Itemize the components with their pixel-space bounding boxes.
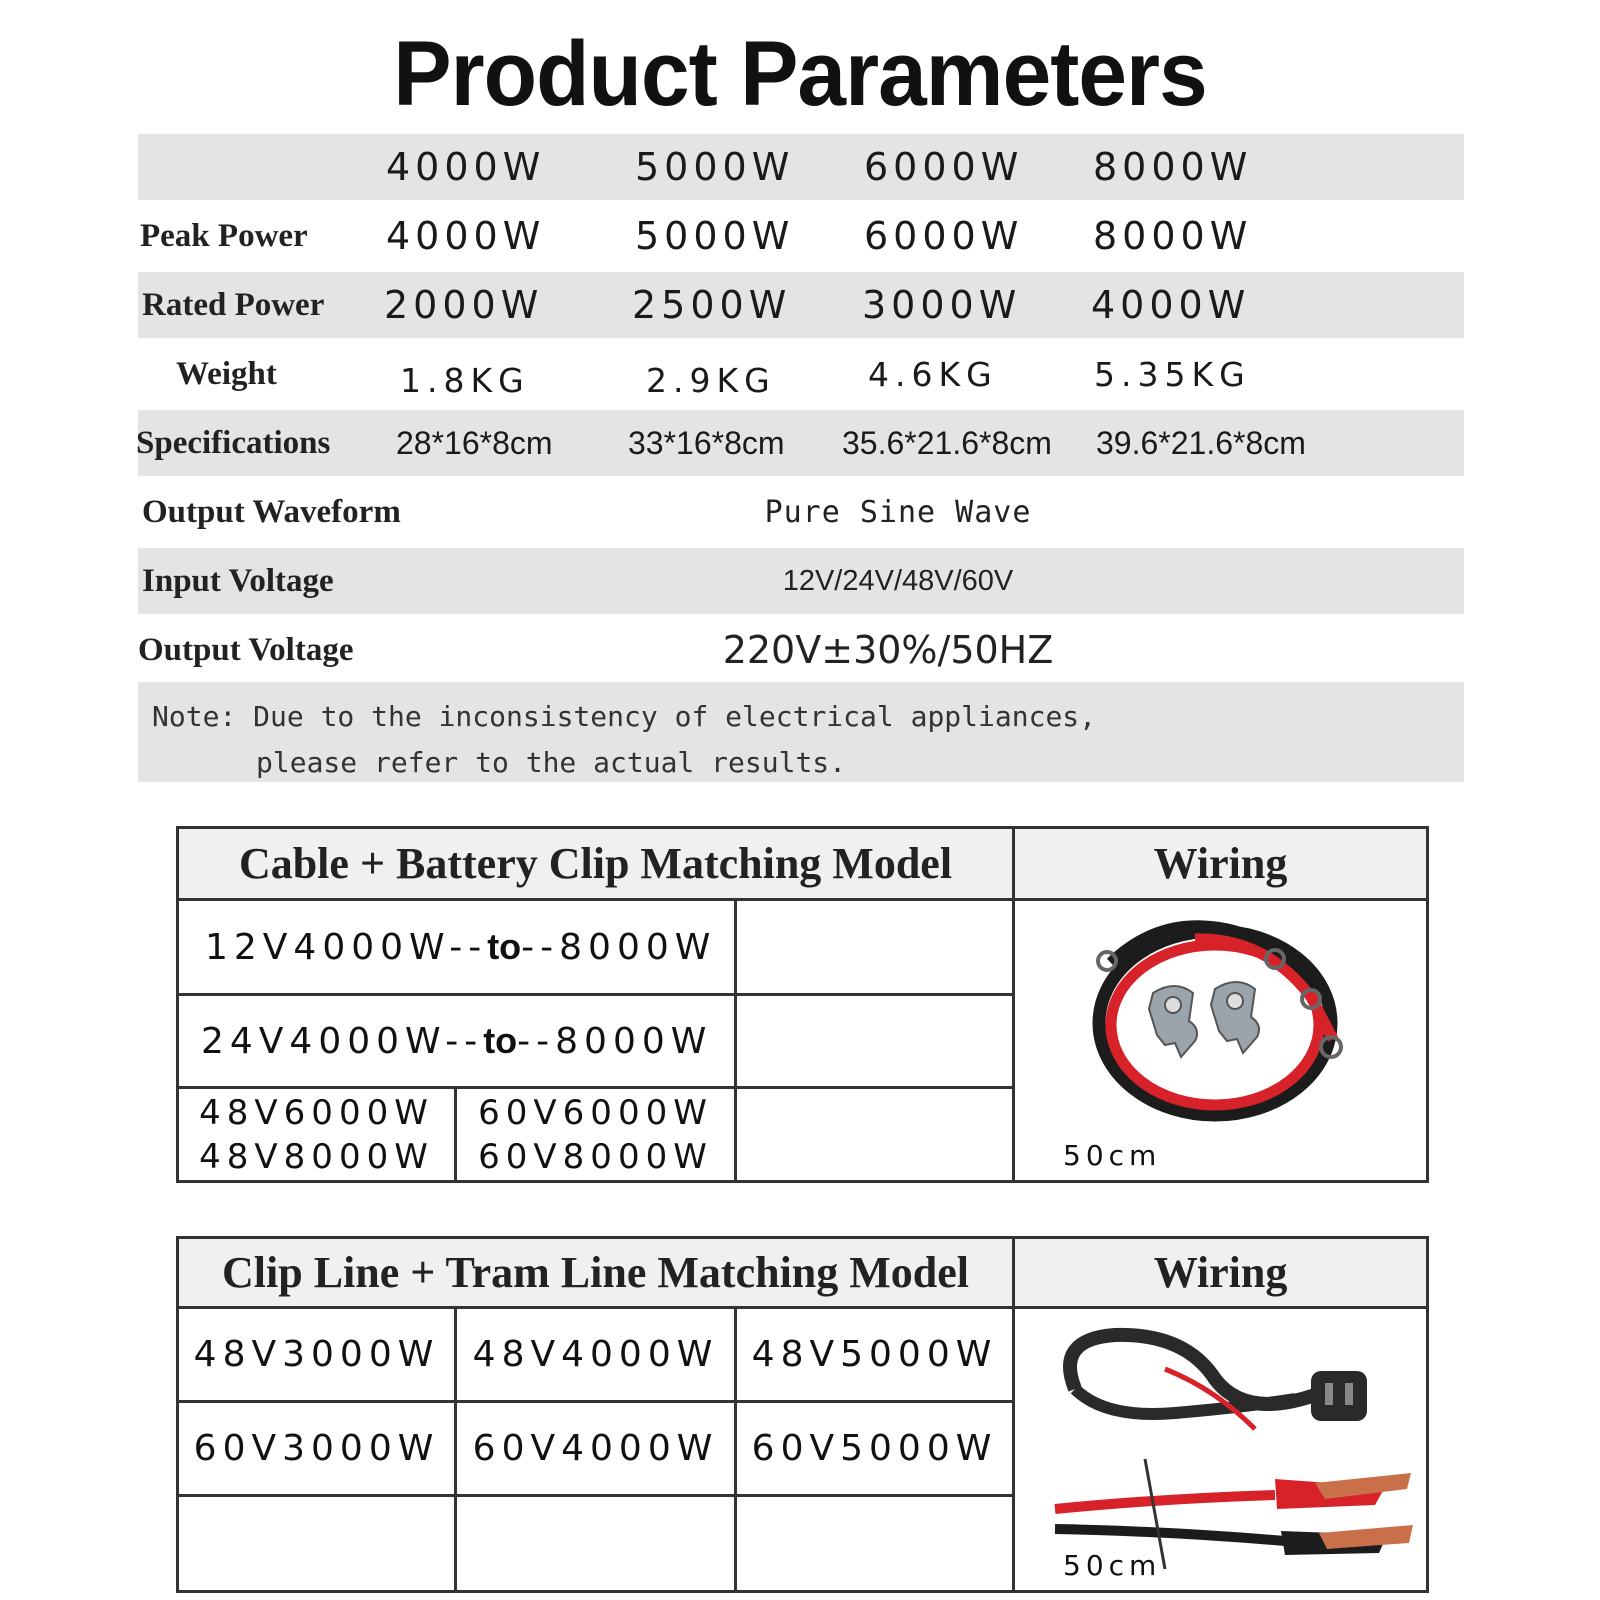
clip-line-table xyxy=(176,1236,1429,1593)
clip-line-wiring-cell xyxy=(1014,1308,1428,1592)
output-waveform-value: Pure Sine Wave xyxy=(764,494,1032,530)
model-cell: 48V6000W 48V8000W xyxy=(178,1088,456,1182)
model-cell: 48V5000W xyxy=(736,1308,1014,1402)
input-voltage-row xyxy=(138,548,1464,614)
peak-power-value: 4000W xyxy=(386,214,546,258)
weight-value: 5.35KG xyxy=(1094,354,1251,394)
peak-power-value: 8000W xyxy=(1093,214,1253,258)
specifications-label: Specifications xyxy=(136,424,331,461)
rated-power-value: 2000W xyxy=(384,283,544,327)
model-4000w: 4000W xyxy=(386,145,546,189)
specification-value: 28*16*8cm xyxy=(396,424,553,461)
rated-power-value: 2500W xyxy=(632,283,792,327)
peak-power-label: Peak Power xyxy=(140,217,308,254)
model-cell: 60V3000W xyxy=(178,1402,456,1496)
clip-line-table-header: Clip Line + Tram Line Matching Model xyxy=(178,1238,1014,1308)
peak-power-value: 5000W xyxy=(635,214,795,258)
empty-cell xyxy=(736,900,1014,995)
model-cell: 60V6000W 60V8000W xyxy=(456,1088,736,1182)
model-6000w: 6000W xyxy=(864,145,1024,189)
model-cell: 60V4000W xyxy=(456,1402,736,1496)
input-voltage-label: Input Voltage xyxy=(142,562,334,599)
empty-cell xyxy=(456,1496,736,1592)
specification-value: 33*16*8cm xyxy=(628,424,785,461)
page-title: Product Parameters xyxy=(393,23,1207,125)
rated-power-value: 3000W xyxy=(862,283,1022,327)
specification-value: 35.6*21.6*8cm xyxy=(842,424,1052,461)
rated-power-row xyxy=(138,272,1464,338)
model-range-cell: 24V4000W--to--8000W xyxy=(178,995,736,1088)
wiring-header: Wiring xyxy=(1014,1238,1428,1308)
empty-cell xyxy=(736,1088,1014,1182)
peak-power-row xyxy=(138,203,1464,269)
empty-cell xyxy=(178,1496,456,1592)
empty-cell xyxy=(736,1496,1014,1592)
cable-length-label: 50cm xyxy=(1063,1139,1162,1172)
input-voltage-value: 12V/24V/48V/60V xyxy=(782,564,1014,597)
model-header-row xyxy=(138,134,1464,200)
weight-value: 1.8KG xyxy=(400,360,530,400)
weight-value: 4.6KG xyxy=(868,354,998,394)
weight-row xyxy=(138,341,1464,407)
note-line-2: please refer to the actual results. xyxy=(256,746,847,779)
model-cell: 48V4000W xyxy=(456,1308,736,1402)
battery-clip-table xyxy=(176,826,1429,1183)
output-voltage-row xyxy=(138,617,1464,683)
weight-label: Weight xyxy=(176,355,277,392)
battery-cable-wiring-cell xyxy=(1014,900,1428,1182)
output-waveform-row xyxy=(138,479,1464,545)
output-waveform-label: Output Waveform xyxy=(142,493,401,530)
table-row xyxy=(178,1308,1428,1402)
empty-cell xyxy=(736,995,1014,1088)
specifications-row xyxy=(138,410,1464,476)
model-cell: 60V5000W xyxy=(736,1402,1014,1496)
rated-power-label: Rated Power xyxy=(142,286,325,323)
table-row xyxy=(178,900,1428,995)
note-line-1: Note: Due to the inconsistency of electrical appliances, xyxy=(152,700,1097,733)
battery-clip-table-header: Cable + Battery Clip Matching Model xyxy=(178,828,1014,900)
specification-value: 39.6*21.6*8cm xyxy=(1096,424,1306,461)
cable-length-label: 50cm xyxy=(1063,1549,1162,1582)
model-5000w: 5000W xyxy=(635,145,795,189)
model-cell: 48V3000W xyxy=(178,1308,456,1402)
rated-power-value: 4000W xyxy=(1091,283,1251,327)
weight-value: 2.9KG xyxy=(646,360,776,400)
model-8000w: 8000W xyxy=(1093,145,1253,189)
output-voltage-value: 220V±30%/50HZ xyxy=(722,628,1054,672)
output-voltage-label: Output Voltage xyxy=(138,631,354,668)
peak-power-value: 6000W xyxy=(864,214,1024,258)
note-box xyxy=(138,682,1464,782)
wiring-header: Wiring xyxy=(1014,828,1428,900)
model-range-cell: 12V4000W--to--8000W xyxy=(178,900,736,995)
